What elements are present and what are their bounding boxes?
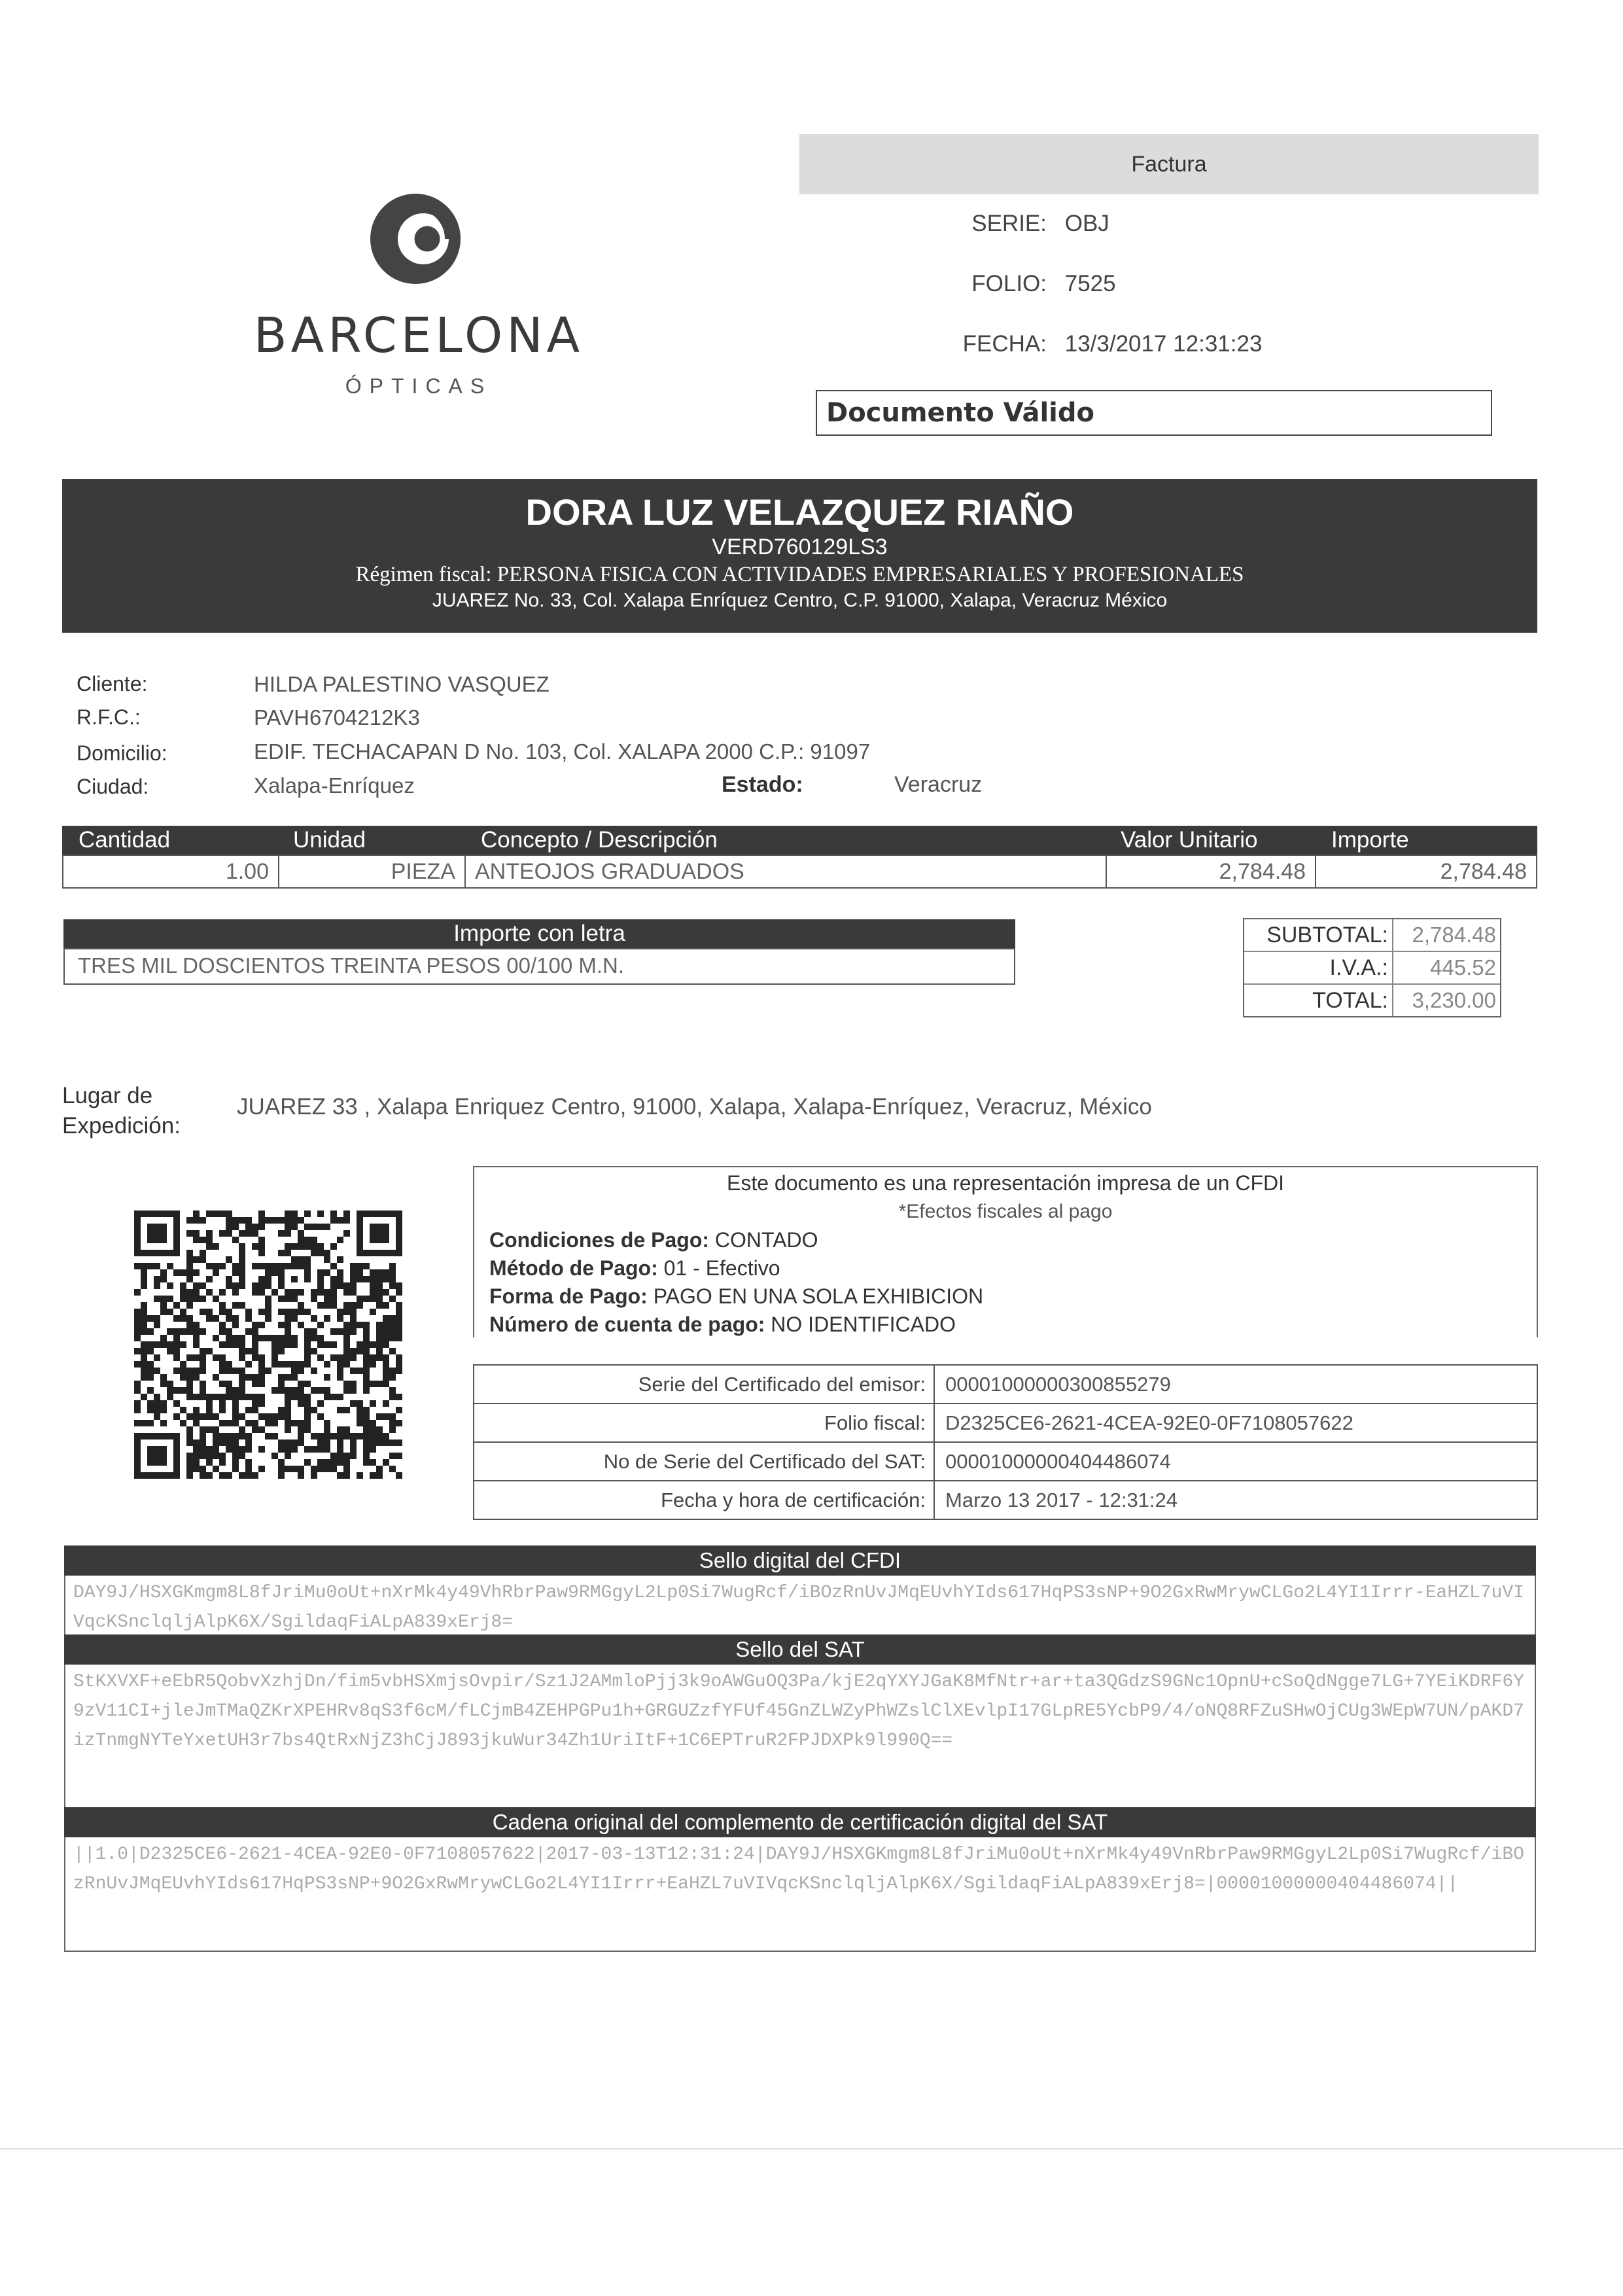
condiciones-line [489,1228,818,1252]
lugar-label [62,1081,181,1141]
rfc-label: R.F.C.: [77,705,141,729]
fecha-value: 13/3/2017 12:31:23 [1064,331,1263,357]
forma-line [489,1284,983,1309]
metodo-line [489,1256,780,1280]
cfdi-title: Este documento es una representación impresa de un CFDI [726,1171,1284,1195]
sello-cfdi-value: DAY9J/HSXGKmgm8L8fJriMu0oUt+nXrMk4y49VhRbrPaw9RMGgyL2Lp0Si7WugRcf/iBOzRnUvJMqEUvhYIds617HqPS3sNP+9O2GxRwMrywCLGo2L4YI1Irrr-EaHZL7uVIVqcKSnclqljAlpK6X/SgildaqFiALpA839xErj8= [64,1576,1536,1641]
company-logo-text: BARCELONA [253,308,584,364]
cert-value: 00001000000404486074 [945,1450,1171,1473]
totals-box [1243,918,1501,1017]
items-table-header [62,826,1537,855]
cert-label: Serie del Certificado del emisor: [474,1366,935,1403]
ciudad-value: Xalapa-Enríquez [254,773,415,798]
total-row [1244,985,1500,1016]
issuer-rfc: VERD760129LS3 [712,535,888,559]
barcelona-logo-icon [366,190,464,288]
subtotal-row [1244,919,1500,952]
table-row [474,1443,1537,1481]
issuer-name: DORA LUZ VELAZQUEZ RIAÑO [525,491,1074,533]
document-status-badge: Documento Válido [816,390,1492,436]
condiciones-label: Condiciones de Pago: [489,1228,710,1252]
qr-code-icon [134,1210,402,1479]
forma-value: PAGO EN UNA SOLA EXHIBICION [653,1284,984,1308]
table-row [474,1366,1537,1404]
cert-value: Marzo 13 2017 - 12:31:24 [945,1489,1178,1511]
table-row [474,1481,1537,1519]
col-cantidad: Cantidad [79,827,171,853]
cell-concepto: ANTEOJOS GRADUADOS [466,856,1107,887]
cell-unidad: PIEZA [279,856,466,887]
lugar-label-line2: Expedición: [62,1113,181,1139]
fecha-row [877,331,1262,357]
iva-label: I.V.A.: [1244,952,1393,983]
cert-label: No de Serie del Certificado del SAT: [474,1443,935,1480]
cert-label: Folio fiscal: [474,1404,935,1441]
folio-value: 7525 [1064,271,1116,296]
table-row [62,855,1537,889]
importe-letra-value: TRES MIL DOSCIENTOS TREINTA PESOS 00/100 M.N. [63,948,1015,985]
cfdi-subtitle: *Efectos fiscales al pago [898,1201,1113,1222]
ciudad-label: Ciudad: [77,775,149,798]
metodo-label: Método de Pago: [489,1256,658,1280]
cuenta-label: Número de cuenta de pago: [489,1313,765,1336]
cert-label: Fecha y hora de certificación: [474,1481,935,1519]
company-logo-subtext: ÓPTICAS [345,374,493,398]
rfc-value: PAVH6704212K3 [254,705,420,730]
col-importe: Importe [1331,827,1409,853]
page-divider [0,2148,1623,2149]
serie-label: SERIE: [971,211,1047,236]
domicilio-value: EDIF. TECHACAPAN D No. 103, Col. XALAPA 2000 C.P.: 91097 [254,739,871,764]
col-valor-unitario: Valor Unitario [1121,827,1258,853]
table-row [474,1404,1537,1443]
sello-cfdi-header: Sello digital del CFDI [64,1545,1536,1576]
cert-value: D2325CE6-2621-4CEA-92E0-0F7108057622 [945,1411,1353,1434]
cuenta-line [489,1313,956,1337]
invoice-title: Factura [799,134,1539,194]
subtotal-label: SUBTOTAL: [1244,919,1393,951]
lugar-label-line1: Lugar de [62,1083,153,1108]
cell-valor-unitario: 2,784.48 [1107,856,1316,887]
cliente-value: HILDA PALESTINO VASQUEZ [254,672,550,696]
metodo-value: 01 - Efectivo [663,1256,780,1280]
forma-label: Forma de Pago: [489,1284,648,1308]
issuer-address: JUAREZ No. 33, Col. Xalapa Enríquez Centro, C.P. 91000, Xalapa, Veracruz México [432,590,1168,611]
cert-value: 00001000000300855279 [945,1373,1171,1396]
col-concepto: Concepto / Descripción [481,827,718,853]
folio-row [877,271,1116,297]
folio-label: FOLIO: [971,271,1047,296]
fecha-label: FECHA: [962,331,1047,357]
serie-row [877,211,1109,237]
estado-label: Estado: [722,772,803,797]
domicilio-label: Domicilio: [77,741,167,765]
cuenta-value: NO IDENTIFICADO [771,1313,956,1336]
sello-sat-header: Sello del SAT [64,1634,1536,1665]
col-unidad: Unidad [293,827,366,853]
iva-row [1244,952,1500,985]
cadena-original-header: Cadena original del complemento de certificación digital del SAT [64,1807,1536,1837]
cliente-label: Cliente: [77,672,148,696]
estado-value: Veracruz [894,772,983,797]
subtotal-value: 2,784.48 [1412,923,1496,947]
cadena-original-value: ||1.0|D2325CE6-2621-4CEA-92E0-0F7108057622|2017-03-13T12:31:24|DAY9J/HSXGKmgm8L8fJriMu0oUt+nXrMk4y49VnRbrPaw9RMGgyL2Lp0Si7WugRcf/iBOzRnUvJMqEUvhYIds617HqPS3sNP+9O2GxRwMrywCLGo2L4YI1Irrr+EaHZL7uVIVqcKSnclqljAlpK6X/SgildaqFiALpA839xErj8=|00001000000404486074|| [64,1837,1536,1952]
importe-letra-header: Importe con letra [63,919,1015,948]
cell-importe: 2,784.48 [1440,859,1527,884]
total-label: TOTAL: [1244,985,1393,1016]
certificate-table [473,1364,1538,1520]
issuer-band [62,479,1537,633]
condiciones-value: CONTADO [714,1228,818,1252]
cell-cantidad: 1.00 [63,856,279,887]
issuer-regimen: Régimen fiscal: PERSONA FISICA CON ACTIVIDADES EMPRESARIALES Y PROFESIONALES [355,563,1244,586]
iva-value: 445.52 [1430,955,1496,980]
total-value: 3,230.00 [1412,988,1496,1012]
serie-value: OBJ [1064,211,1109,236]
lugar-value: JUAREZ 33 , Xalapa Enriquez Centro, 91000, Xalapa, Xalapa-Enríquez, Veracruz, México [237,1094,1152,1120]
sello-sat-value: StKXVXF+eEbR5QobvXzhjDn/fim5vbHSXmjsOvpir/Sz1J2AMmloPjj3k9oAWGuOQ3Pa/kjE2qYXYJGaK8MfNtr+ar+ta3QGdzS9GNc1OpnU+cSoQdNgge7LG+7YEiKDRF6Y9zV11CI+jleJmTMaQZKrXPEHRv8qS3f6cM/fLCjmB4ZEHPGPu1h+GRGUZzfYFUf45GnZLWZyPhWZslClXEvlpI17GLpRE5YcbP9/4/oNQ8RFZuSHwOjCUg3WEpW7UN/pAKD7izTnmgNYTeYxetUH3r7bs4QtRxNjZ3hCjJ893jkuWur34Zh1UriItF+1C6EPTruR2FPJDXPk9l990Q== [64,1665,1536,1810]
